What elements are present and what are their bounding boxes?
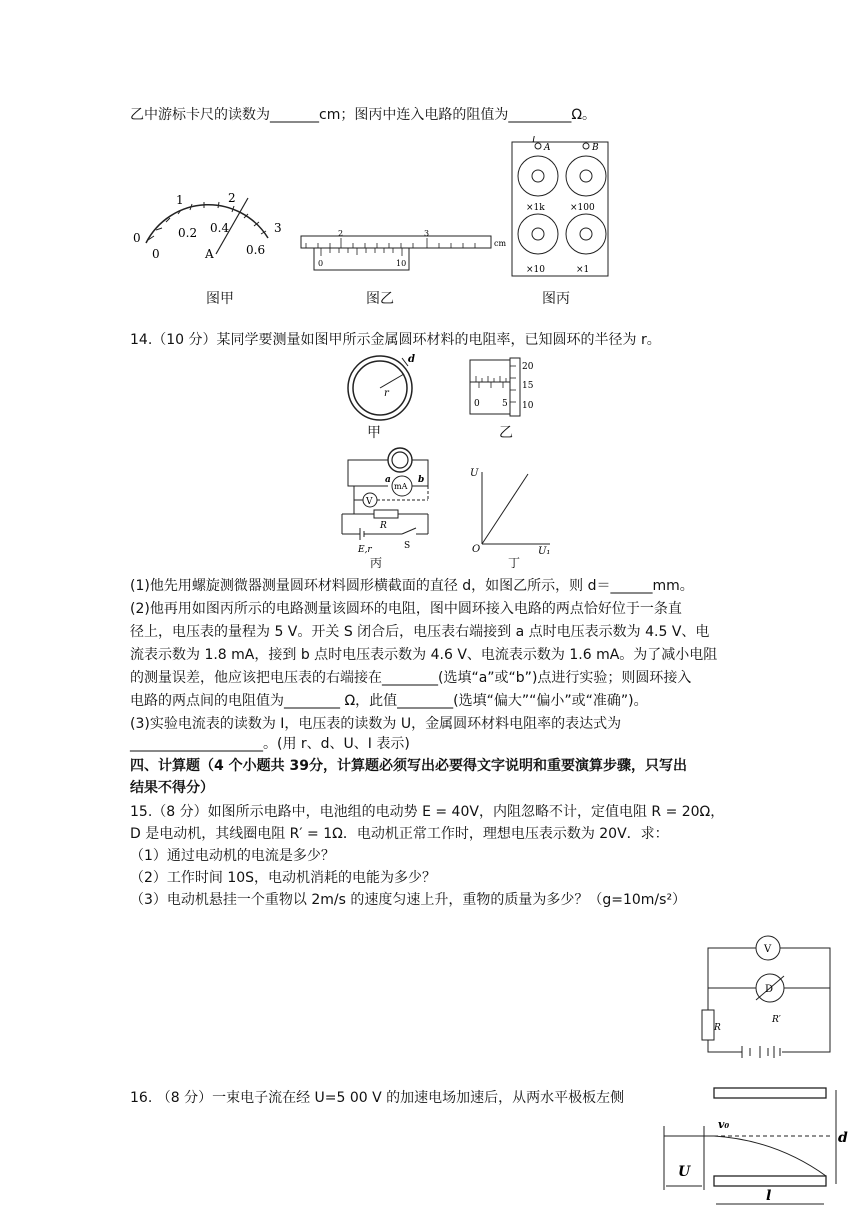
tick-label: 2 (338, 229, 344, 238)
text-line: (2)他再用如图丙所示的电路测量该圆环的电阻，图中圆环接入电路的两点恰好位于一条直 (130, 601, 682, 617)
voltage-label: U (678, 1164, 691, 1180)
tick-label: 2 (228, 191, 236, 205)
terminal-label: B (592, 143, 599, 153)
distance-label: d (838, 1130, 848, 1146)
axis-label: U (470, 468, 479, 479)
current-label: I (532, 136, 536, 145)
tick-label: 0 (474, 399, 480, 409)
tick-label: 0 (133, 231, 141, 245)
source-label: E,r (358, 545, 372, 555)
deflection-plates-diagram (656, 1076, 856, 1216)
unit-label: A (205, 247, 214, 261)
knob-label: ×1k (526, 203, 545, 213)
switch-label: S (404, 541, 411, 551)
text-line: 流表示数为 1.8 mA，接到 b 点时电压表示数为 4.6 V、电流表示数为 1.6 mA。为了减小电阻 (130, 647, 718, 663)
text-line: (3)实验电流表的读数为 I，电压表的读数为 U，金属圆环材料电阻率的表达式为 (130, 716, 622, 732)
text-line: 的测量误差，他应该把电压表的右端接在________(选填“a”或“b”)点进行实验；则圆环接入 (130, 670, 692, 686)
ammeter-diagram (128, 188, 288, 268)
tick-label: 10 (396, 259, 407, 268)
voltmeter-label: V (764, 944, 772, 955)
figure-caption: 图甲 (206, 291, 234, 307)
u-u1-graph (466, 464, 556, 556)
coil-resistance-label: R′ (772, 1015, 781, 1025)
figure-caption: 图丙 (542, 291, 570, 307)
tick-label: 1 (176, 193, 184, 207)
knob-label: ×10 (526, 265, 545, 275)
figure-caption: 图乙 (366, 291, 394, 307)
figure-caption: 丁 (507, 556, 520, 570)
text-line: D 是电动机，其线圈电阻 R′ = 1Ω．电动机正常工作时，理想电压表示数为 20V．求： (130, 826, 669, 842)
tick-label: 3 (274, 221, 282, 235)
figure-caption: 乙 (499, 425, 513, 441)
motor-label: D (765, 984, 774, 995)
text-line: 径上，电压表的量程为 5 V。开关 S 闭合后，电压表右端接到 a 点时电压表示数为 4.5 V、电 (130, 624, 710, 640)
tick-label: 0.2 (178, 226, 198, 240)
text-line: ___________________。(用 r、d、U、I 表示) (130, 736, 410, 752)
tick-label: 0 (152, 247, 160, 261)
ammeter-label: mA (394, 482, 408, 491)
resistance-box-diagram (508, 136, 612, 280)
radius-label: r (384, 388, 389, 399)
text-line: 14.（10 分）某同学要测量如图甲所示金属圆环材料的电阻率，已知圆环的半径为 r。 (130, 332, 661, 348)
figure-caption: 丙 (369, 556, 382, 570)
text-line: （3）电动机悬挂一个重物以 2m/s 的速度匀速上升，重物的质量为多少？（g=10m/s²） (130, 892, 687, 908)
terminal-label: A (544, 143, 551, 153)
motor-circuit-diagram (698, 930, 838, 1060)
axis-label: U₁ (538, 546, 551, 556)
section-heading: 四、计算题（4 个小题共 39分，计算题必须写出必要得文字说明和重要演算步骤，只写出 (130, 758, 687, 774)
text-line: 乙中游标卡尺的读数为_______cm；图丙中连入电路的阻值为_________Ω。 (130, 107, 597, 123)
text-line: 16. （8 分）一束电子流在经 U=5 00 V 的加速电场加速后，从两水平极板左侧 (130, 1090, 625, 1106)
tick-label: 0 (318, 259, 324, 268)
ring-diagram (342, 352, 418, 424)
figure-caption: 甲 (367, 425, 381, 441)
text-line: (1)他先用螺旋测微器测量圆环材料圆形横截面的直径 d，如图乙所示，则 d＝______mm。 (130, 578, 694, 594)
circuit-diagram (336, 444, 442, 556)
tick-label: 0.4 (210, 221, 230, 235)
tick-label: 20 (522, 362, 534, 372)
text-line: （2）工作时间 10S，电动机消耗的电能为多少？ (130, 870, 437, 886)
diameter-label: d (408, 354, 415, 365)
section-heading: 结果不得分） (130, 780, 214, 796)
text-line: （1）通过电动机的电流是多少？ (130, 848, 335, 864)
resistor-label: R (380, 521, 387, 531)
point-label: b (418, 475, 425, 485)
caliper-diagram (296, 228, 516, 278)
voltmeter-label: V (366, 497, 373, 507)
tick-label: 0.6 (246, 243, 266, 257)
micrometer-diagram (466, 356, 546, 418)
knob-label: ×100 (570, 203, 595, 213)
unit-label: cm (494, 239, 507, 248)
length-label: l (766, 1188, 772, 1204)
resistor-label: R (714, 1023, 721, 1033)
origin-label: O (472, 544, 481, 555)
velocity-label: v₀ (718, 1118, 730, 1131)
tick-label: 5 (502, 399, 508, 409)
point-label: a (385, 475, 391, 485)
tick-label: 15 (522, 381, 534, 391)
text-line: 15.（8 分）如图所示电路中，电池组的电动势 E = 40V，内阻忽略不计，定值电阻 R = 20Ω， (130, 804, 725, 820)
text-line: 电路的两点间的电阻值为________ Ω，此值________(选填“偏大”“偏小”或“准确”)。 (130, 693, 648, 709)
knob-label: ×1 (576, 265, 590, 275)
tick-label: 10 (522, 401, 534, 411)
tick-label: 3 (424, 229, 430, 238)
